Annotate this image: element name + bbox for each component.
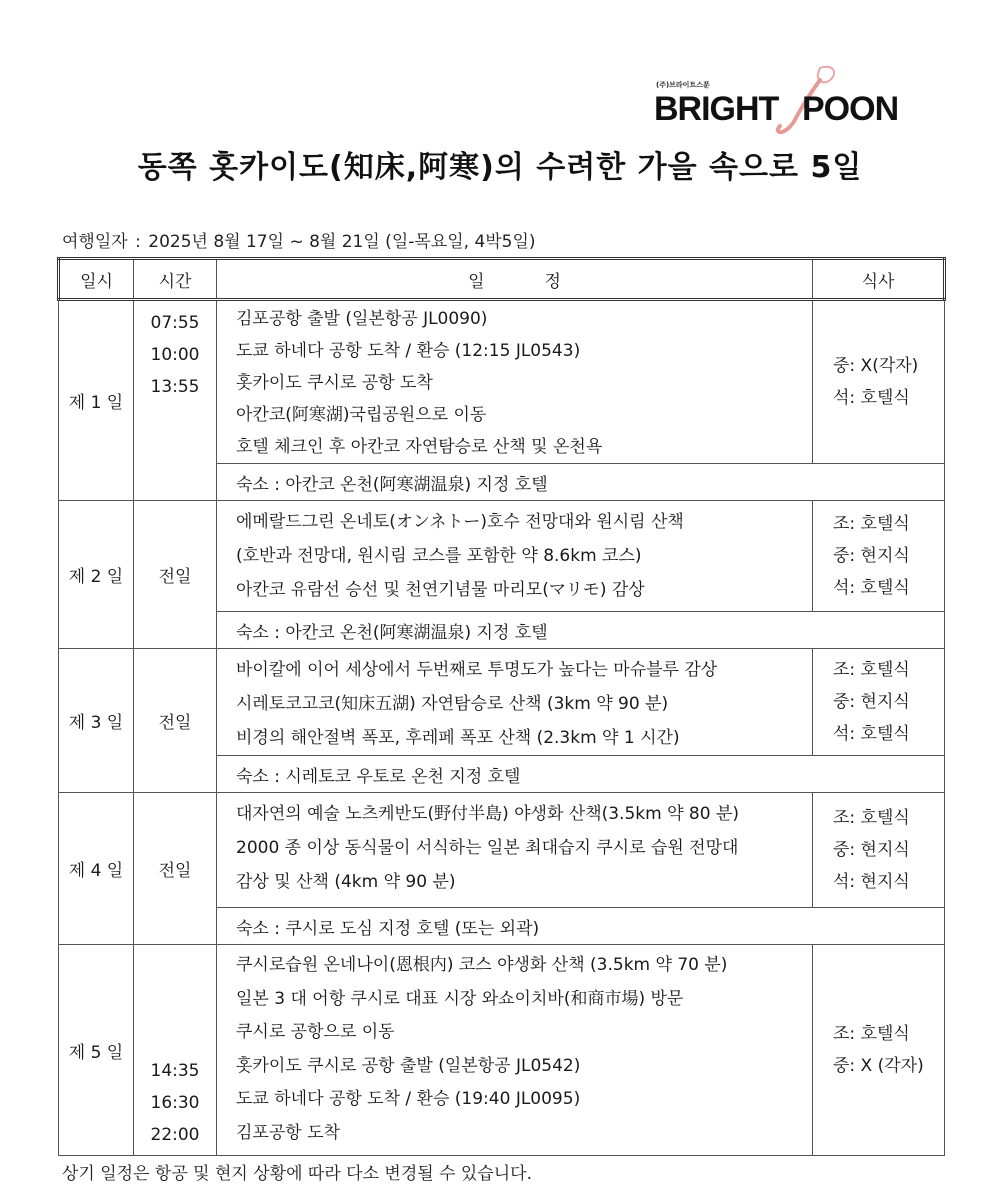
footer-note: 상기 일정은 항공 및 현지 상황에 따라 다소 변경될 수 있습니다.	[62, 1164, 532, 1184]
logo-word-bright: BRIGHT	[654, 90, 779, 128]
travel-date-value: 2025년 8월 17일 ~ 8월 21일 (일-목요일, 4박5일)	[148, 232, 536, 252]
time-cell: 14:35 16:30 22:00	[134, 945, 217, 1156]
day-label: 제 4 일	[59, 793, 134, 945]
schedule-items: 김포공항 출발 (일본항공 JL0090) 도쿄 하네다 공항 도착 / 환승 (12:15 JL0543) 홋카이도 쿠시로 공항 도착 아칸코(阿寒湖)국립공원으로 이동 호텔 체크인 후 아칸코 자연탐승로 산책 및 온천욕	[217, 300, 813, 464]
travel-date: 여행일자 : 2025년 8월 17일 ~ 8월 21일 (일-목요일, 4박5일)	[62, 232, 536, 252]
itinerary-table	[57, 257, 946, 1156]
logo-corp-name: (주)브라이트스푼	[656, 81, 710, 89]
table-row-day5	[59, 945, 945, 1156]
table-row-day4	[59, 793, 945, 908]
brand-logo	[652, 62, 902, 134]
header-meals: 식사	[813, 259, 945, 300]
header-schedule: 일 정	[217, 259, 813, 300]
schedule-items: 쿠시로습원 온네나이(恩根内) 코스 야생화 산책 (3.5km 약 70 분) 일본 3 대 어항 쿠시로 대표 시장 와쇼이치바(和商市場) 방문 쿠시로 공항으로 이동 홋카이도 쿠시로 공항 출발 (일본항공 JL0542) 도쿄 하네다 공항 도착 / 환승 (19:40 JL0095) 김포공항 도착	[217, 945, 813, 1156]
lodging-cell: 숙소 : 아칸코 온천(阿寒湖温泉) 지정 호텔	[217, 612, 945, 649]
time-cell: 전일	[134, 793, 217, 945]
header-day: 일시	[59, 259, 134, 300]
table-row-day1	[59, 300, 945, 464]
page-title: 동쪽 홋카이도(知床,阿寒)의 수려한 가을 속으로 5일	[137, 150, 863, 185]
day-label: 제 5 일	[59, 945, 134, 1156]
travel-date-label: 여행일자	[62, 232, 128, 252]
lodging-cell: 숙소 : 시레토코 우토로 온천 지정 호텔	[217, 756, 945, 793]
time-cell: 07:55 10:00 13:55	[134, 300, 217, 501]
logo-word-poon: POON	[802, 90, 899, 128]
day-label: 제 3 일	[59, 649, 134, 793]
meals-cell: 조: 호텔식 중: 현지식 석: 호텔식	[813, 501, 945, 612]
header-time: 시간	[134, 259, 217, 300]
day-label: 제 1 일	[59, 300, 134, 501]
day-label: 제 2 일	[59, 501, 134, 649]
meals-cell: 조: 호텔식 중: 현지식 석: 호텔식	[813, 649, 945, 756]
meals-cell: 조: 호텔식 중: X (각자)	[813, 945, 945, 1156]
table-header-row	[59, 259, 945, 300]
table-row-day3	[59, 649, 945, 756]
schedule-items: 대자연의 예술 노츠케반도(野付半島) 야생화 산책(3.5km 약 80 분) 2000 종 이상 동식물이 서식하는 일본 최대습지 쿠시로 습원 전망대 감상 및 산책 (4km 약 90 분)	[217, 793, 813, 908]
time-cell: 전일	[134, 501, 217, 649]
schedule-items: 에메랄드그린 온네토(オンネトー)호수 전망대와 원시림 산책 (호반과 전망대, 원시림 코스를 포함한 약 8.6km 코스) 아칸코 유람선 승선 및 천연기념물 마리모(マリモ) 감상	[217, 501, 813, 612]
meals-cell: 조: 호텔식 중: 현지식 석: 현지식	[813, 793, 945, 908]
table-row-day2	[59, 501, 945, 612]
lodging-cell: 숙소 : 쿠시로 도심 지정 호텔 (또는 외곽)	[217, 908, 945, 945]
meals-cell: 중: X(각자) 석: 호텔식	[813, 300, 945, 464]
schedule-items: 바이칼에 이어 세상에서 두번째로 투명도가 높다는 마슈블루 감상 시레토코고코(知床五湖) 자연탐승로 산책 (3km 약 90 분) 비경의 해안절벽 폭포, 후레페 폭포 산책 (2.3km 약 1 시간)	[217, 649, 813, 756]
lodging-cell: 숙소 : 아칸코 온천(阿寒湖温泉) 지정 호텔	[217, 464, 945, 501]
time-cell: 전일	[134, 649, 217, 793]
